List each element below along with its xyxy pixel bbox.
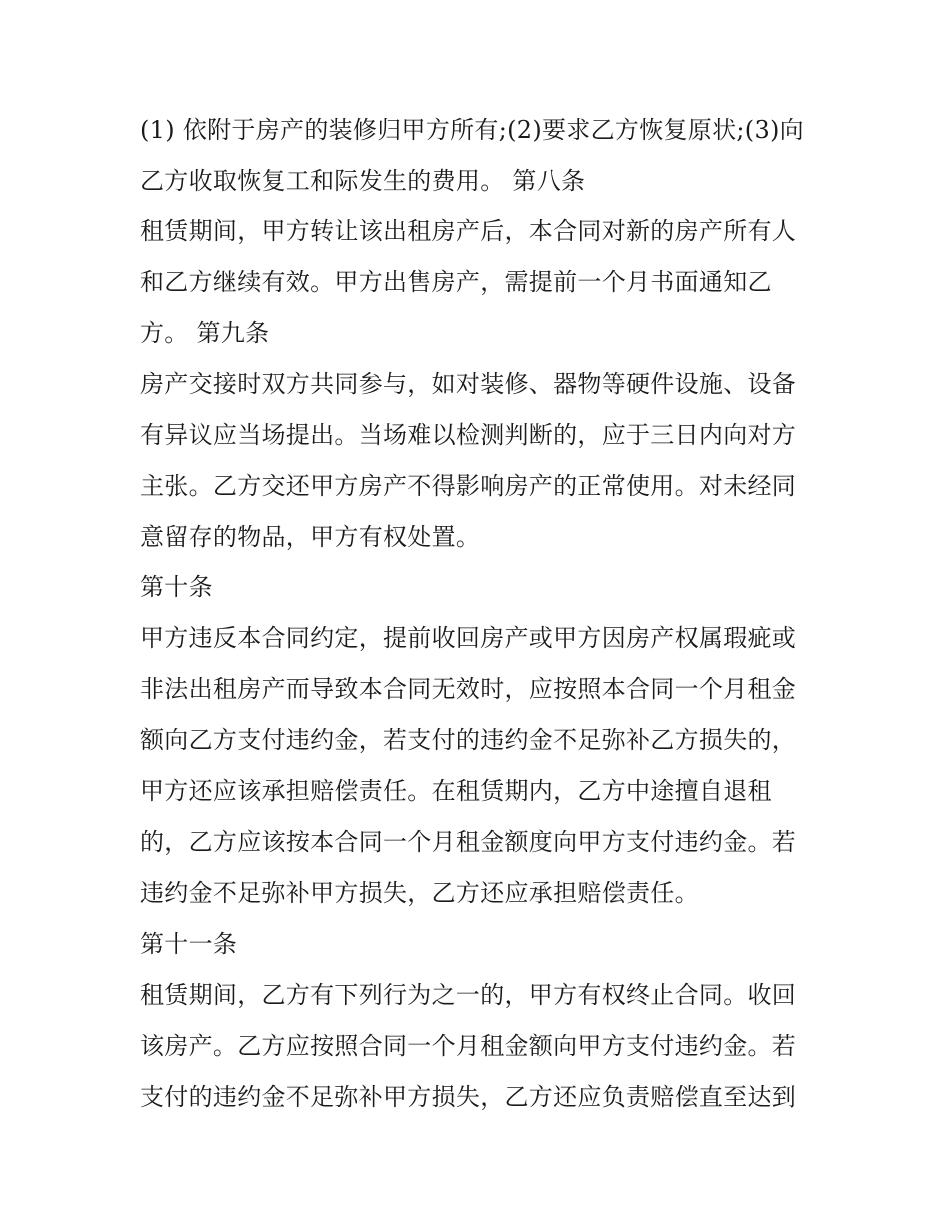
text-line: (1) 依附于房产的装修归甲方所有;(2)要求乙方恢复原状;(3)向 <box>140 116 804 144</box>
text-line: 和乙方继续有效。甲方出售房产，需提前一个月书面通知乙 <box>140 268 772 296</box>
text-line: 甲方还应该承担赔偿责任。在租赁期内，乙方中途擅自退租 <box>140 777 772 805</box>
text-line: 甲方违反本合同约定，提前收回房产或甲方因房产权属瑕疵或 <box>140 624 797 652</box>
text-line: 意留存的物品，甲方有权处置。 <box>140 523 481 551</box>
text-line: 有异议应当场提出。当场难以检测判断的，应于三日内向对方 <box>140 421 797 449</box>
text-line: 租赁期间，甲方转让该出租房产后，本合同对新的房产所有人 <box>140 217 797 245</box>
text-line: 额向乙方支付违约金，若支付的违约金不足弥补乙方损失的， <box>140 726 797 754</box>
section-heading: 第十一条 <box>140 930 238 958</box>
text-line: 租赁期间，乙方有下列行为之一的，甲方有权终止合同。收回 <box>140 981 797 1009</box>
text-line: 该房产。乙方应按照合同一个月租金额向甲方支付违约金。若 <box>140 1032 797 1060</box>
text-line: 乙方收取恢复工和际发生的费用。 第八条 <box>140 167 586 195</box>
text-line: 房产交接时双方共同参与，如对装修、器物等硬件设施、设备 <box>140 370 797 398</box>
section-heading: 第十条 <box>140 573 213 601</box>
text-line: 主张。乙方交还甲方房产不得影响房产的正常使用。对未经同 <box>140 472 797 500</box>
text-line: 方。 第九条 <box>140 319 270 347</box>
text-line: 支付的违约金不足弥补甲方损失，乙方还应负责赔偿直至达到 <box>140 1083 797 1111</box>
text-line: 违约金不足弥补甲方损失，乙方还应承担赔偿责任。 <box>140 879 699 907</box>
text-line: 的，乙方应该按本合同一个月租金额度向甲方支付违约金。若 <box>140 828 797 856</box>
text-line: 非法出租房产而导致本合同无效时，应按照本合同一个月租金 <box>140 675 797 703</box>
